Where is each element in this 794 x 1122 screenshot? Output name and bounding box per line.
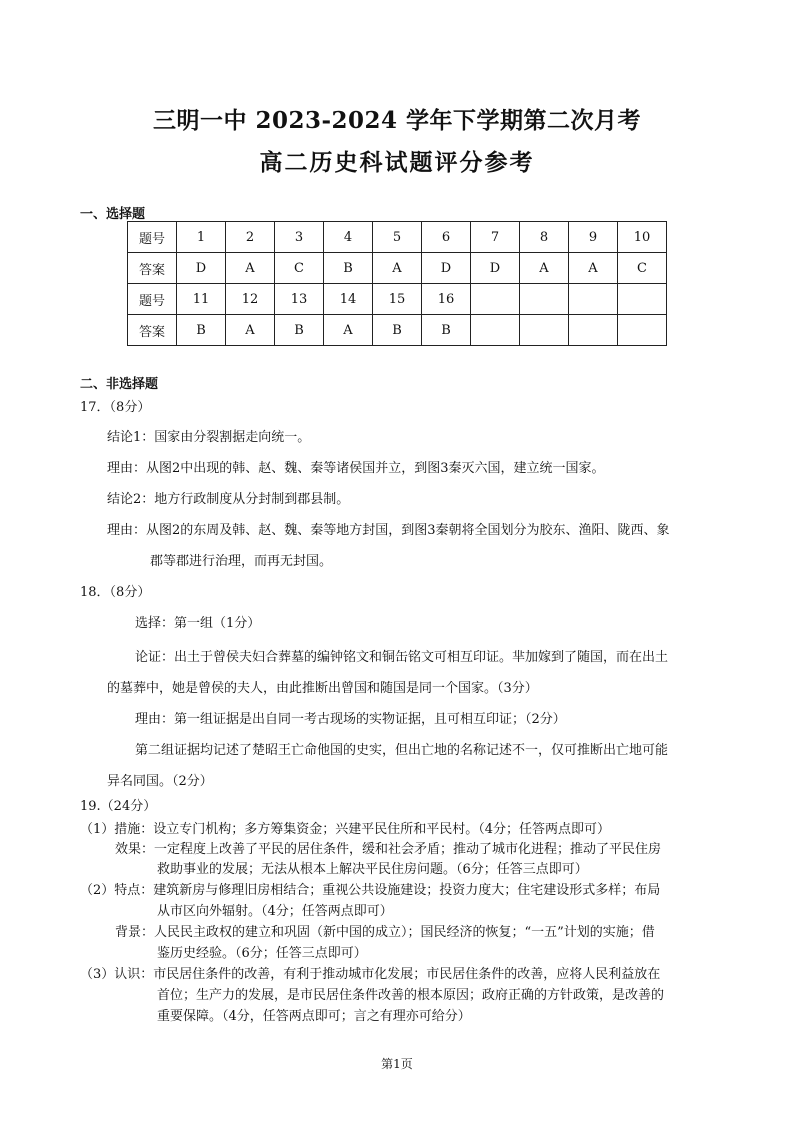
table-cell: A <box>569 253 618 284</box>
table-cell: A <box>324 315 373 346</box>
table-cell <box>471 315 520 346</box>
answer-table <box>127 221 667 346</box>
table-cell: 12 <box>226 284 275 315</box>
q18-line: 理由：第一组证据是出自同一考古现场的实物证据，且可相互印证；（2分） <box>135 712 566 727</box>
page-number: 第1页 <box>381 1057 413 1071</box>
table-cell <box>471 284 520 315</box>
table-cell: 7 <box>471 222 520 253</box>
table-cell: 8 <box>520 222 569 253</box>
table-cell: A <box>373 253 422 284</box>
q18-line: 异名同国。（2分） <box>107 774 213 789</box>
table-cell: A <box>226 315 275 346</box>
q19-line: 背景：人民民主政权的建立和巩固（新中国的成立）；国民经济的恢复；“一五”计划的实施；借 <box>115 925 655 940</box>
table-cell: 6 <box>422 222 471 253</box>
q19-line: 重要保障。（4分，任答两点即可；言之有理亦可给分） <box>157 1009 471 1024</box>
q18-line: 的墓葬中，她是曾侯的夫人，由此推断出曾国和随国是同一个国家。（3分） <box>107 681 538 696</box>
table-cell <box>618 284 667 315</box>
table-cell: 9 <box>569 222 618 253</box>
table-cell: 2 <box>226 222 275 253</box>
table-cell: 5 <box>373 222 422 253</box>
q17-line: 理由：从图2中出现的韩、赵、魏、秦等诸侯国并立，到图3秦灭六国，建立统一国家。 <box>107 461 605 476</box>
table-cell: D <box>471 253 520 284</box>
q19-line: 鉴历史经验。（6分；任答三点即可） <box>157 946 367 961</box>
table-cell: 15 <box>373 284 422 315</box>
q18-header: 18．（8分） <box>80 585 151 600</box>
q17-line: 郡等郡进行治理，而再无封国。 <box>150 554 333 569</box>
table-cell: 16 <box>422 284 471 315</box>
section-2-heading: 二、非选择题 <box>80 377 159 392</box>
table-cell: D <box>177 253 226 284</box>
table-cell: 11 <box>177 284 226 315</box>
table-cell: 1 <box>177 222 226 253</box>
row-label: 题号 <box>128 222 177 253</box>
table-cell: 10 <box>618 222 667 253</box>
table-cell: C <box>275 253 324 284</box>
title-line-1: 三明一中 2023-2024 学年下学期第二次月考 <box>152 107 642 134</box>
table-cell: A <box>226 253 275 284</box>
table-cell: B <box>324 253 373 284</box>
q18-line: 选择：第一组（1分） <box>135 616 261 631</box>
title-line-2: 高二历史科试题评分参考 <box>259 149 535 176</box>
q18-line: 第二组证据均记述了楚昭王亡命他国的史实，但出亡地的名称记述不一，仅可推断出亡地可能 <box>135 743 669 758</box>
table-row <box>128 315 667 346</box>
table-cell: B <box>422 315 471 346</box>
table-cell <box>569 315 618 346</box>
section-1-heading: 一、选择题 <box>80 207 146 222</box>
q17-line: 理由：从图2的东周及韩、赵、魏、秦等地方封国，到图3秦朝将全国划分为胶东、渔阳、陇西、象 <box>107 523 670 538</box>
q17-line: 结论1：国家由分裂割据走向统一。 <box>107 430 311 445</box>
q19-line: 从市区向外辐射。（4分；任答两点即可） <box>157 904 393 919</box>
table-row <box>128 253 667 284</box>
q19-header: 19.（24分） <box>80 799 157 814</box>
table-cell <box>520 315 569 346</box>
q19-line: 首位；生产力的发展，是市民居住条件改善的根本原因；政府正确的方针政策，是改善的 <box>157 988 665 1003</box>
table-cell: C <box>618 253 667 284</box>
row-label: 题号 <box>128 284 177 315</box>
table-cell: D <box>422 253 471 284</box>
table-cell <box>569 284 618 315</box>
row-label: 答案 <box>128 253 177 284</box>
table-cell: B <box>373 315 422 346</box>
q19-line: （3）认识：市民居住条件的改善，有利于推动城市化发展；市民居住条件的改善，应将人民利益放在 <box>80 967 661 982</box>
table-row <box>128 284 667 315</box>
q19-line: 救助事业的发展；无法从根本上解决平民住房问题。（6分；任答三点即可） <box>157 862 588 877</box>
row-label: 答案 <box>128 315 177 346</box>
table-cell <box>618 315 667 346</box>
q17-line: 结论2：地方行政制度从分封制到郡县制。 <box>107 492 350 507</box>
q19-line: 效果：一定程度上改善了平民的居住条件，缓和社会矛盾；推动了城市化进程；推动了平民住房 <box>115 842 662 857</box>
table-cell: 13 <box>275 284 324 315</box>
q19-line: （2）特点：建筑新房与修理旧房相结合；重视公共设施建设；投资力度大；住宅建设形式多样；布局 <box>80 883 661 898</box>
table-cell: B <box>275 315 324 346</box>
q18-line: 论证：出土于曾侯夫妇合葬墓的编钟铭文和铜缶铭文可相互印证。芈加嫁到了随国，而在出土 <box>135 650 669 665</box>
q17-header: 17．（8分） <box>80 400 151 415</box>
table-cell <box>520 284 569 315</box>
table-cell: A <box>520 253 569 284</box>
q19-line: （1）措施：设立专门机构；多方筹集资金；兴建平民住所和平民村。（4分；任答两点即可） <box>80 822 611 837</box>
table-cell: 3 <box>275 222 324 253</box>
table-cell: 4 <box>324 222 373 253</box>
table-row <box>128 222 667 253</box>
table-cell: 14 <box>324 284 373 315</box>
table-cell: B <box>177 315 226 346</box>
